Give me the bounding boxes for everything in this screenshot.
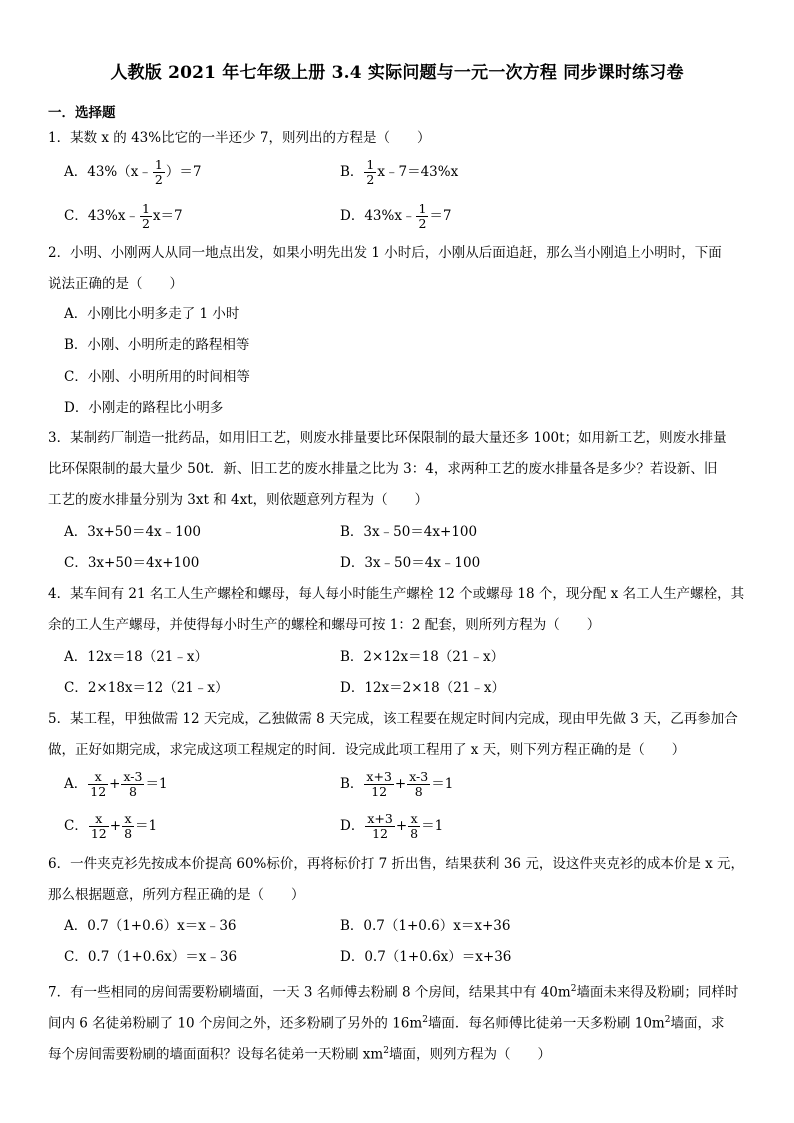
fraction: $\frac{x}{12}$ — [90, 811, 107, 841]
question-4-option-c: C．2×18x＝12（21﹣x） — [64, 680, 229, 696]
question-1-option-b: B． $\frac{1}{2}$ x﹣7＝43%x — [340, 157, 459, 187]
question-3-option-a: A．3x+50＝4x﹣100 — [64, 524, 201, 540]
question-3-stem-line3: 工艺的废水排量分别为 3xt 和 4xt，则依题意列方程为（ ） — [48, 492, 429, 508]
question-2-stem-line2: 说法正确的是（ ） — [48, 276, 183, 292]
question-3-stem-line1: 3．某制药厂制造一批药品，如用旧工艺，则废水排量要比环保限制的最大量还多 100t；如用新工艺，则废水排量 — [48, 430, 727, 446]
fraction: $\frac{1}{2}$ — [366, 157, 375, 187]
fraction: $\frac{x-3}{8}$ — [409, 769, 429, 799]
question-7-stem-line3: 每个房间需要粉刷的墙面面积？设每名徒弟一天粉刷 $xm^2$墙面，则列方程为（ ） — [48, 1046, 551, 1063]
question-6-option-d: D．0.7（1+0.6x）＝x+36 — [340, 949, 512, 965]
question-4-option-d: D．12x＝2×18（21﹣x） — [340, 680, 505, 696]
fraction: $\frac{x}{12}$ — [90, 769, 107, 799]
question-4-stem-line2: 余的工人生产螺母，并使得每小时生产的螺栓和螺母可按 1：2 配套，则所列方程为（ ） — [48, 617, 601, 633]
page-title: 人教版 2021 年七年级上册 3.4 实际问题与一元一次方程 同步课时练习卷 — [110, 63, 684, 83]
question-6-stem-line2: 那么根据题意，所列方程正确的是（ ） — [48, 887, 305, 903]
question-2-stem-line1: 2．小明、小刚两人从同一地点出发，如果小明先出发 1 小时后，小刚从后面追赶，那么当小刚追上小明时，下面 — [48, 245, 722, 261]
question-4-option-b: B．2×12x＝18（21﹣x） — [340, 649, 505, 665]
fraction: $\frac{x+3}{12}$ — [366, 769, 392, 799]
fraction: $\frac{1}{2}$ — [154, 157, 163, 187]
question-7-stem-line2: 间内 6 名徒弟粉刷了 10 个房间之外，还多粉刷了另外的 $16m^2$墙面．每名师傅比徒弟一天多粉刷 $10m^2$墙面，求 — [48, 1015, 725, 1032]
question-2-option-a: A．小刚比小明多走了 1 小时 — [64, 306, 240, 322]
question-1-option-c: C．43%x﹣ $\frac{1}{2}$ x＝7 — [64, 201, 183, 231]
question-5-option-a: A． $\frac{x}{12}$ + $\frac{x-3}{8}$ ＝1 — [64, 769, 168, 799]
fraction: $\frac{1}{2}$ — [418, 201, 427, 231]
question-6-stem-line1: 6．一件夹克衫先按成本价提高 60%标价，再将标价打 7 折出售，结果获利 36 元，设这件夹克衫的成本价是 x 元， — [48, 856, 745, 872]
question-5-stem-line1: 5．某工程，甲独做需 12 天完成，乙独做需 8 天完成，该工程要在规定时间内完成，现由甲先做 3 天，乙再参加合 — [48, 711, 738, 727]
question-4-stem-line1: 4．某车间有 21 名工人生产螺栓和螺母，每人每小时能生产螺栓 12 个或螺母 18 个，现分配 x 名工人生产螺栓，其 — [48, 586, 745, 602]
question-1-option-a: A．43%（x﹣ $\frac{1}{2}$ ）＝7 — [64, 157, 202, 187]
question-2-option-c: C．小刚、小明所用的时间相等 — [64, 369, 250, 385]
fraction: $\frac{x+3}{12}$ — [367, 811, 393, 841]
question-5-option-d: D． $\frac{x+3}{12}$ + $\frac{x}{8}$ ＝1 — [340, 811, 444, 841]
question-1-stem: 1．某数 x 的 43%比它的一半还少 7，则列出的方程是（ ） — [48, 130, 431, 146]
question-3-option-b: B．3x﹣50＝4x+100 — [340, 524, 478, 540]
question-3-option-d: D．3x﹣50＝4x﹣100 — [340, 555, 481, 571]
question-5-stem-line2: 做，正好如期完成，求完成这项工程规定的时间．设完成此项工程用了 x 天，则下列方程正确的是（ ） — [48, 742, 686, 758]
question-7-stem-line1: 7．有一些相同的房间需要粉刷墙面，一天 3 名师傅去粉刷 8 个房间，结果其中有 $40m^2$墙面未来得及粉刷；同样时 — [48, 984, 739, 1001]
question-6-option-c: C．0.7（1+0.6x）＝x﹣36 — [64, 949, 238, 965]
question-6-option-b: B．0.7（1+0.6）x＝x+36 — [340, 918, 511, 934]
section-heading: 一．选择题 — [48, 105, 116, 121]
question-1-option-d: D．43%x﹣ $\frac{1}{2}$ ＝7 — [340, 201, 452, 231]
fraction: $\frac{1}{2}$ — [141, 201, 150, 231]
question-3-stem-line2: 比环保限制的最大量少 50t．新、旧工艺的废水排量之比为 3：4，求两种工艺的废水排量各是多少？若设新、旧 — [48, 461, 718, 477]
question-5-option-b: B． $\frac{x+3}{12}$ + $\frac{x-3}{8}$ ＝1 — [340, 769, 454, 799]
question-5-option-c: C． $\frac{x}{12}$ + $\frac{x}{8}$ ＝1 — [64, 811, 158, 841]
question-6-option-a: A．0.7（1+0.6）x＝x﹣36 — [64, 918, 237, 934]
fraction: $\frac{x-3}{8}$ — [123, 769, 143, 799]
fraction: $\frac{x}{8}$ — [410, 811, 419, 841]
question-4-option-a: A．12x＝18（21﹣x） — [64, 649, 209, 665]
fraction: $\frac{x}{8}$ — [124, 811, 133, 841]
question-3-option-c: C．3x+50＝4x+100 — [64, 555, 200, 571]
question-2-option-d: D．小刚走的路程比小明多 — [64, 400, 224, 416]
question-2-option-b: B．小刚、小明所走的路程相等 — [64, 337, 250, 353]
